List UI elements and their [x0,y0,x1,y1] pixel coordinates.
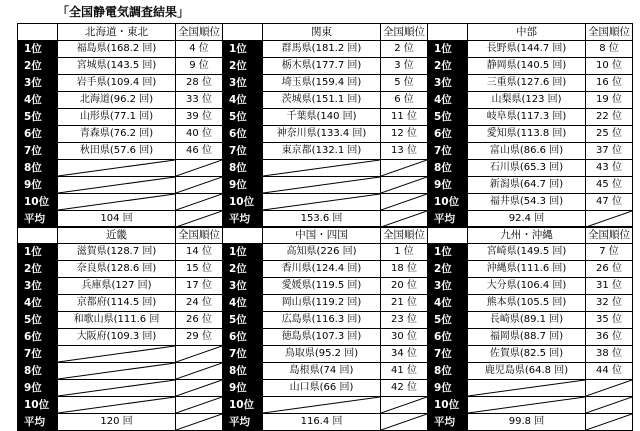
table-row [428,109,633,126]
average-row [223,211,428,228]
table-row [428,329,633,346]
rank-label: 2位 [223,261,263,278]
national-rank: 32 位 [586,295,633,312]
average-rank-cell [381,211,428,228]
prefecture-count: 新潟県(64.7 回) [468,177,586,194]
rank-label: 7位 [18,346,58,363]
national-rank: 10 位 [586,58,633,75]
prefecture-count: 長崎県(89.1 回) [468,312,586,329]
rank-label: 2位 [428,58,468,75]
prefecture-count: 鳥取県(95.2 回) [263,346,381,363]
rank-label: 2位 [18,261,58,278]
rank-label: 1位 [18,41,58,58]
prefecture-count: 静岡県(140.5 回) [468,58,586,75]
table-row [428,295,633,312]
average-row [18,414,223,431]
region-table-kinki [17,226,223,431]
national-rank: 22 位 [586,109,633,126]
prefecture-count: 神奈川県(133.4 回) [263,126,381,143]
prefecture-count: 岡山県(119.2 回) [263,295,381,312]
rank-label: 2位 [428,261,468,278]
rank-label: 6位 [18,126,58,143]
rank-label: 5位 [18,312,58,329]
national-rank: 45 位 [586,177,633,194]
table-row [223,397,428,414]
table-row [18,295,223,312]
table-row [223,75,428,92]
table-row [18,177,223,194]
rank-label: 3位 [428,75,468,92]
page-title: 「全国静電気調査結果」 [57,5,190,19]
table-row [428,244,633,261]
table-row [428,126,633,143]
table-row [18,126,223,143]
empty-prefecture-cell [263,397,381,414]
prefecture-count: 高知県(226 回) [263,244,381,261]
prefecture-count: 栃木県(177.7 回) [263,58,381,75]
rank-label: 10位 [428,397,468,414]
national-rank: 37 位 [586,143,633,160]
prefecture-count: 北海道(96.2 回) [58,92,176,109]
rank-label: 1位 [223,244,263,261]
average-rank-cell [176,211,223,228]
rank-label: 7位 [223,143,263,160]
rank-label: 3位 [223,278,263,295]
rank-label: 9位 [18,177,58,194]
national-rank: 43 位 [586,160,633,177]
rank-label: 10位 [428,194,468,211]
table-row [428,380,633,397]
table-row [223,109,428,126]
empty-rank-cell [381,397,428,414]
national-rank: 7 位 [586,244,633,261]
rank-label: 9位 [223,380,263,397]
average-rank-cell [381,414,428,431]
region-table-tohoku [17,23,223,228]
rank-label: 4位 [223,295,263,312]
table-row [223,312,428,329]
national-rank: 15 位 [176,261,223,278]
national-rank: 20 位 [381,278,428,295]
rank-label: 8位 [223,363,263,380]
prefecture-count: 埼玉県(159.4 回) [263,75,381,92]
national-rank-header: 全国順位 [586,24,633,41]
average-label: 平均 [428,414,468,431]
prefecture-count: 長野県(144.7 回) [468,41,586,58]
prefecture-count: 滋賀県(128.7 回) [58,244,176,261]
prefecture-count: 山口県(66 回) [263,380,381,397]
table-row [428,278,633,295]
average-value: 116.4 回 [263,414,381,431]
table-row [428,312,633,329]
empty-prefecture-cell [58,194,176,211]
empty-prefecture-cell [58,177,176,194]
table-row [223,194,428,211]
table-row [18,143,223,160]
table-row [18,261,223,278]
rank-label: 10位 [223,397,263,414]
average-label: 平均 [223,414,263,431]
prefecture-count: 山梨県(123 回) [468,92,586,109]
rank-label: 7位 [223,346,263,363]
table-row [18,346,223,363]
national-rank-header: 全国順位 [586,227,633,244]
table-row [18,194,223,211]
prefecture-count: 山形県(77.1 回) [58,109,176,126]
region-table-kanto [222,23,428,228]
national-rank: 36 位 [586,329,633,346]
prefecture-count: 愛媛県(119.5 回) [263,278,381,295]
rank-label: 6位 [18,329,58,346]
national-rank: 26 位 [586,261,633,278]
rank-label: 8位 [428,160,468,177]
region-name: 近畿 [58,227,176,244]
empty-rank-cell [381,177,428,194]
rank-label: 7位 [18,143,58,160]
prefecture-count: 香川県(124.4 回) [263,261,381,278]
prefecture-count: 福島県(168.2 回) [58,41,176,58]
national-rank: 28 位 [176,75,223,92]
table-row [18,329,223,346]
national-rank: 13 位 [381,143,428,160]
table-row [18,278,223,295]
rank-label: 9位 [428,177,468,194]
prefecture-count: 大阪府(109.3 回) [58,329,176,346]
national-rank: 24 位 [176,295,223,312]
prefecture-count: 福井県(54.3 回) [468,194,586,211]
table-row [428,92,633,109]
average-rank-cell [176,414,223,431]
rank-label: 6位 [223,329,263,346]
national-rank: 40 位 [176,126,223,143]
average-value: 153.6 回 [263,211,381,228]
rank-label: 1位 [223,41,263,58]
national-rank: 30 位 [381,329,428,346]
region-name: 北海道・東北 [58,24,176,41]
table-row [223,160,428,177]
empty-prefecture-cell [58,380,176,397]
national-rank: 5 位 [381,75,428,92]
rank-label: 7位 [428,143,468,160]
rank-label: 10位 [18,194,58,211]
prefecture-count: 沖縄県(111.6 回) [468,261,586,278]
national-rank: 31 位 [586,278,633,295]
national-rank: 18 位 [381,261,428,278]
national-rank: 29 位 [176,329,223,346]
rank-label: 6位 [223,126,263,143]
table-row [18,75,223,92]
empty-prefecture-cell [58,363,176,380]
table-row [18,397,223,414]
table-row [223,261,428,278]
average-value: 120 回 [58,414,176,431]
table-row [428,160,633,177]
prefecture-count: 大分県(106.4 回) [468,278,586,295]
empty-prefecture-cell [263,177,381,194]
empty-rank-cell [586,380,633,397]
rank-label: 5位 [428,109,468,126]
rank-label: 10位 [18,397,58,414]
prefecture-count: 佐賀県(82.5 回) [468,346,586,363]
national-rank: 9 位 [176,58,223,75]
rank-label: 2位 [18,58,58,75]
national-rank-header: 全国順位 [176,24,223,41]
average-rank-cell [586,414,633,431]
table-row [18,312,223,329]
prefecture-count: 鹿児島県(64.8 回) [468,363,586,380]
average-value: 92.4 回 [468,211,586,228]
region-table-chugoku-shikoku [222,226,428,431]
rank-label: 9位 [18,380,58,397]
table-row [428,261,633,278]
national-rank: 23 位 [381,312,428,329]
rank-label: 1位 [18,244,58,261]
table-row [428,346,633,363]
national-rank: 26 位 [176,312,223,329]
rank-label: 8位 [18,363,58,380]
national-rank: 12 位 [381,126,428,143]
table-row [223,58,428,75]
table-row [428,58,633,75]
table-row [428,41,633,58]
prefecture-count: 愛知県(113.8 回) [468,126,586,143]
prefecture-count: 岐阜県(117.3 回) [468,109,586,126]
national-rank: 1 位 [381,244,428,261]
rank-label: 8位 [428,363,468,380]
national-rank: 11 位 [381,109,428,126]
prefecture-count: 奈良県(128.6 回) [58,261,176,278]
table-row [223,380,428,397]
table-row [428,194,633,211]
national-rank-header: 全国順位 [176,227,223,244]
average-label: 平均 [428,211,468,228]
average-value: 99.8 回 [468,414,586,431]
rank-label: 9位 [428,380,468,397]
table-row [223,41,428,58]
header-blank [223,227,263,244]
national-rank: 16 位 [586,75,633,92]
table-row [223,346,428,363]
table-row [428,177,633,194]
table-row [223,177,428,194]
prefecture-count: 和歌山県(111.6 回 [58,312,176,329]
prefecture-count: 熊本県(105.5 回) [468,295,586,312]
rank-label: 7位 [428,346,468,363]
rank-label: 5位 [428,312,468,329]
national-rank: 42 位 [381,380,428,397]
table-row [18,380,223,397]
national-rank: 2 位 [381,41,428,58]
prefecture-count: 三重県(127.6 回) [468,75,586,92]
prefecture-count: 茨城県(151.1 回) [263,92,381,109]
table-row [18,244,223,261]
national-rank: 8 位 [586,41,633,58]
national-rank: 39 位 [176,109,223,126]
region-name: 関東 [263,24,381,41]
prefecture-count: 兵庫県(127 回) [58,278,176,295]
table-row [223,244,428,261]
national-rank-header: 全国順位 [381,227,428,244]
empty-rank-cell [586,397,633,414]
rank-label: 3位 [223,75,263,92]
header-blank [18,227,58,244]
average-rank-cell [586,211,633,228]
region-name: 九州・沖縄 [468,227,586,244]
prefecture-count: 岩手県(109.4 回) [58,75,176,92]
average-label: 平均 [18,414,58,431]
rank-label: 4位 [428,295,468,312]
prefecture-count: 広島県(116.3 回) [263,312,381,329]
prefecture-count: 宮城県(143.5 回) [58,58,176,75]
header-blank [428,24,468,41]
rank-label: 3位 [18,75,58,92]
national-rank: 41 位 [381,363,428,380]
empty-rank-cell [176,160,223,177]
rank-label: 5位 [223,312,263,329]
rank-label: 4位 [223,92,263,109]
average-row [18,211,223,228]
average-label: 平均 [223,211,263,228]
empty-prefecture-cell [58,160,176,177]
rank-label: 1位 [428,244,468,261]
table-row [428,363,633,380]
rank-label: 2位 [223,58,263,75]
header-blank [428,227,468,244]
national-rank: 14 位 [176,244,223,261]
rank-label: 8位 [223,160,263,177]
national-rank: 38 位 [586,346,633,363]
table-row [223,143,428,160]
table-row [223,363,428,380]
empty-prefecture-cell [263,194,381,211]
national-rank: 19 位 [586,92,633,109]
average-row [223,414,428,431]
table-row [18,92,223,109]
empty-rank-cell [176,397,223,414]
prefecture-count: 京都府(114.5 回) [58,295,176,312]
prefecture-count: 富山県(86.6 回) [468,143,586,160]
national-rank: 35 位 [586,312,633,329]
table-row [223,92,428,109]
table-row [18,109,223,126]
national-rank: 44 位 [586,363,633,380]
table-row [223,295,428,312]
header-blank [18,24,58,41]
table-row [18,58,223,75]
rank-label: 8位 [18,160,58,177]
empty-prefecture-cell [58,346,176,363]
region-name: 中国・四国 [263,227,381,244]
rank-label: 4位 [18,295,58,312]
table-row [223,329,428,346]
average-row [428,414,633,431]
table-row [18,363,223,380]
table-row [428,143,633,160]
rank-label: 3位 [18,278,58,295]
national-rank: 34 位 [381,346,428,363]
rank-label: 1位 [428,41,468,58]
national-rank: 25 位 [586,126,633,143]
national-rank: 6 位 [381,92,428,109]
national-rank: 3 位 [381,58,428,75]
empty-rank-cell [176,177,223,194]
prefecture-count: 東京都(132.1 回) [263,143,381,160]
national-rank: 21 位 [381,295,428,312]
empty-prefecture-cell [468,380,586,397]
table-row [18,41,223,58]
empty-rank-cell [176,346,223,363]
prefecture-count: 青森県(76.2 回) [58,126,176,143]
table-row [18,160,223,177]
average-value: 104 回 [58,211,176,228]
prefecture-count: 徳島県(107.3 回) [263,329,381,346]
empty-prefecture-cell [263,160,381,177]
average-row [428,211,633,228]
table-row [428,75,633,92]
table-row [223,126,428,143]
rank-label: 6位 [428,329,468,346]
national-rank: 17 位 [176,278,223,295]
rank-label: 5位 [223,109,263,126]
empty-rank-cell [176,363,223,380]
rank-label: 6位 [428,126,468,143]
rank-label: 4位 [18,92,58,109]
national-rank: 47 位 [586,194,633,211]
prefecture-count: 千葉県(140 回) [263,109,381,126]
region-name: 中部 [468,24,586,41]
empty-rank-cell [176,380,223,397]
rank-label: 3位 [428,278,468,295]
region-table-kyushu-okinawa [427,226,633,431]
empty-prefecture-cell [58,397,176,414]
rank-label: 4位 [428,92,468,109]
prefecture-count: 宮崎県(149.5 回) [468,244,586,261]
prefecture-count: 群馬県(181.2 回) [263,41,381,58]
empty-rank-cell [381,160,428,177]
table-row [223,278,428,295]
prefecture-count: 島根県(74 回) [263,363,381,380]
empty-rank-cell [176,194,223,211]
table-row [428,397,633,414]
national-rank: 4 位 [176,41,223,58]
national-rank: 46 位 [176,143,223,160]
region-table-chubu [427,23,633,228]
prefecture-count: 福岡県(88.7 回) [468,329,586,346]
rank-label: 9位 [223,177,263,194]
national-rank: 33 位 [176,92,223,109]
prefecture-count: 秋田県(57.6 回) [58,143,176,160]
prefecture-count: 石川県(65.3 回) [468,160,586,177]
average-label: 平均 [18,211,58,228]
rank-label: 10位 [223,194,263,211]
rank-label: 5位 [18,109,58,126]
empty-rank-cell [381,194,428,211]
empty-prefecture-cell [468,397,586,414]
header-blank [223,24,263,41]
national-rank-header: 全国順位 [381,24,428,41]
